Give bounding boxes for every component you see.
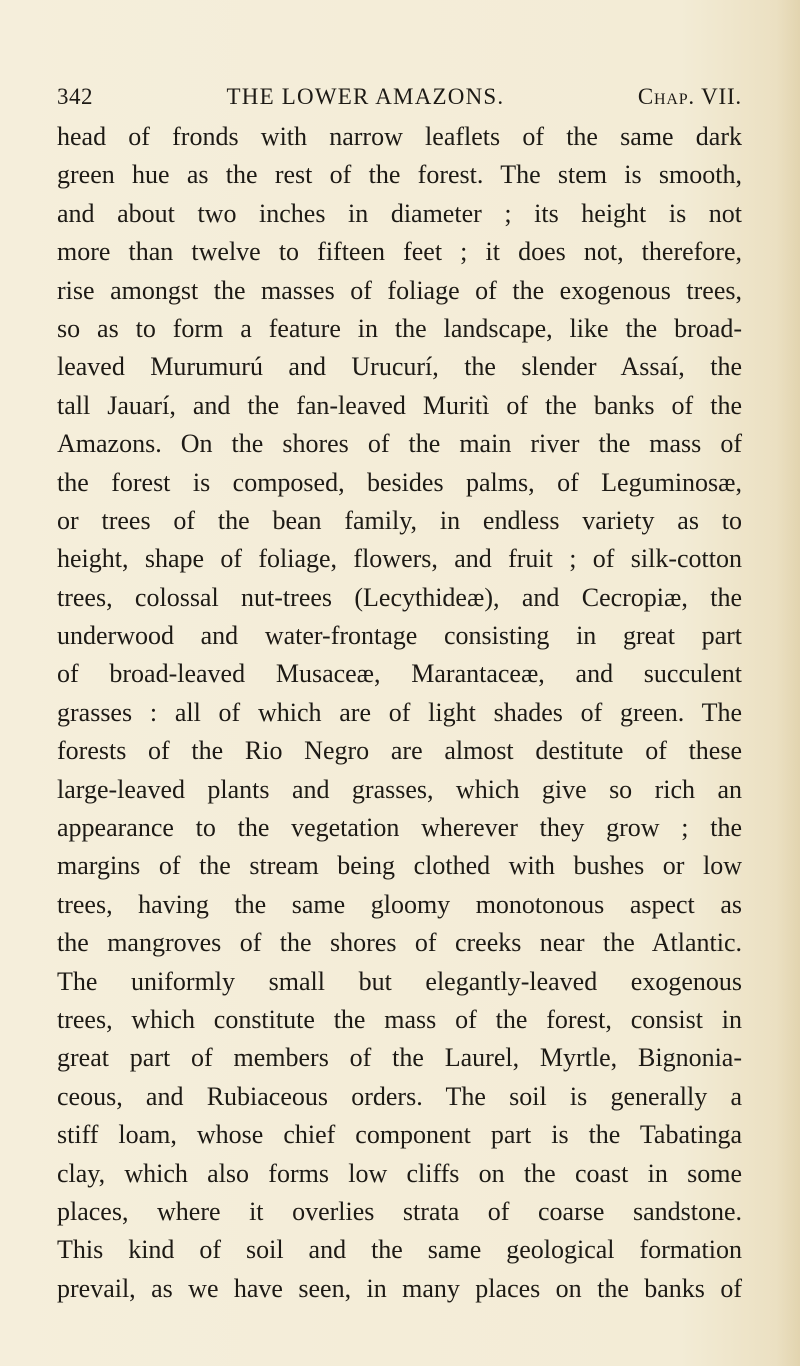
text-line: trees, having the same gloomy monotonous aspect as — [57, 889, 742, 919]
text-line: more than twelve to fifteen feet ; it does not, therefore, — [57, 237, 742, 267]
text-line: trees, colossal nut-trees (Lecythideæ), and Cecropiæ, the — [57, 582, 742, 612]
text-line: leaved Murumurú and Urucurí, the slender Assaí, the — [57, 352, 742, 382]
text-line: stiff loam, whose chief component part is the Tabatinga — [57, 1120, 742, 1150]
text-line: The uniformly small but elegantly-leaved exogenous — [57, 966, 742, 996]
text-line: prevail, as we have seen, in many places on the banks of — [57, 1273, 742, 1303]
text-line: of broad-leaved Musaceæ, Marantaceæ, and succulent — [57, 659, 742, 689]
text-line: clay, which also forms low cliffs on the coast in some — [57, 1158, 742, 1188]
text-line: and about two inches in diameter ; its height is not — [57, 198, 742, 228]
text-line: green hue as the rest of the forest. The stem is smooth, — [57, 160, 742, 190]
text-line: the mangroves of the shores of creeks near the Atlantic. — [57, 928, 742, 958]
text-line: great part of members of the Laurel, Myrtle, Bignonia- — [57, 1043, 742, 1073]
text-line: the forest is composed, besides palms, of Leguminosæ, — [57, 467, 742, 497]
text-line: rise amongst the masses of foliage of the exogenous trees, — [57, 275, 742, 305]
text-line: Amazons. On the shores of the main river the mass of — [57, 429, 742, 459]
page-number: 342 — [57, 84, 93, 109]
text-line: large-leaved plants and grasses, which give so rich an — [57, 774, 742, 804]
text-line: underwood and water-frontage consisting in great part — [57, 621, 742, 651]
text-line: tall Jauarí, and the fan-leaved Muritì of the banks of the — [57, 390, 742, 420]
text-line: appearance to the vegetation wherever they grow ; the — [57, 813, 742, 843]
text-line: grasses : all of which are of light shades of green. The — [57, 697, 742, 727]
text-line: so as to form a feature in the landscape, like the broad- — [57, 313, 742, 343]
text-line: trees, which constitute the mass of the forest, consist in — [57, 1004, 742, 1034]
text-line: head of fronds with narrow leaflets of the same dark — [57, 122, 742, 151]
body-text — [57, 118, 742, 1308]
text-line: height, shape of foliage, flowers, and fruit ; of silk-cotton — [57, 544, 742, 574]
text-line: places, where it overlies strata of coarse sandstone. — [57, 1196, 742, 1226]
text-line: margins of the stream being clothed with bushes or low — [57, 851, 742, 881]
running-title: THE LOWER AMAZONS. — [226, 84, 505, 109]
text-line: ceous, and Rubiaceous orders. The soil is generally a — [57, 1081, 742, 1111]
text-line: This kind of soil and the same geological formation — [57, 1235, 742, 1265]
text-line: or trees of the bean family, in endless variety as to — [57, 505, 742, 535]
text-line: forests of the Rio Negro are almost destitute of these — [57, 736, 742, 766]
chapter-label: Chap. VII. — [637, 84, 742, 109]
